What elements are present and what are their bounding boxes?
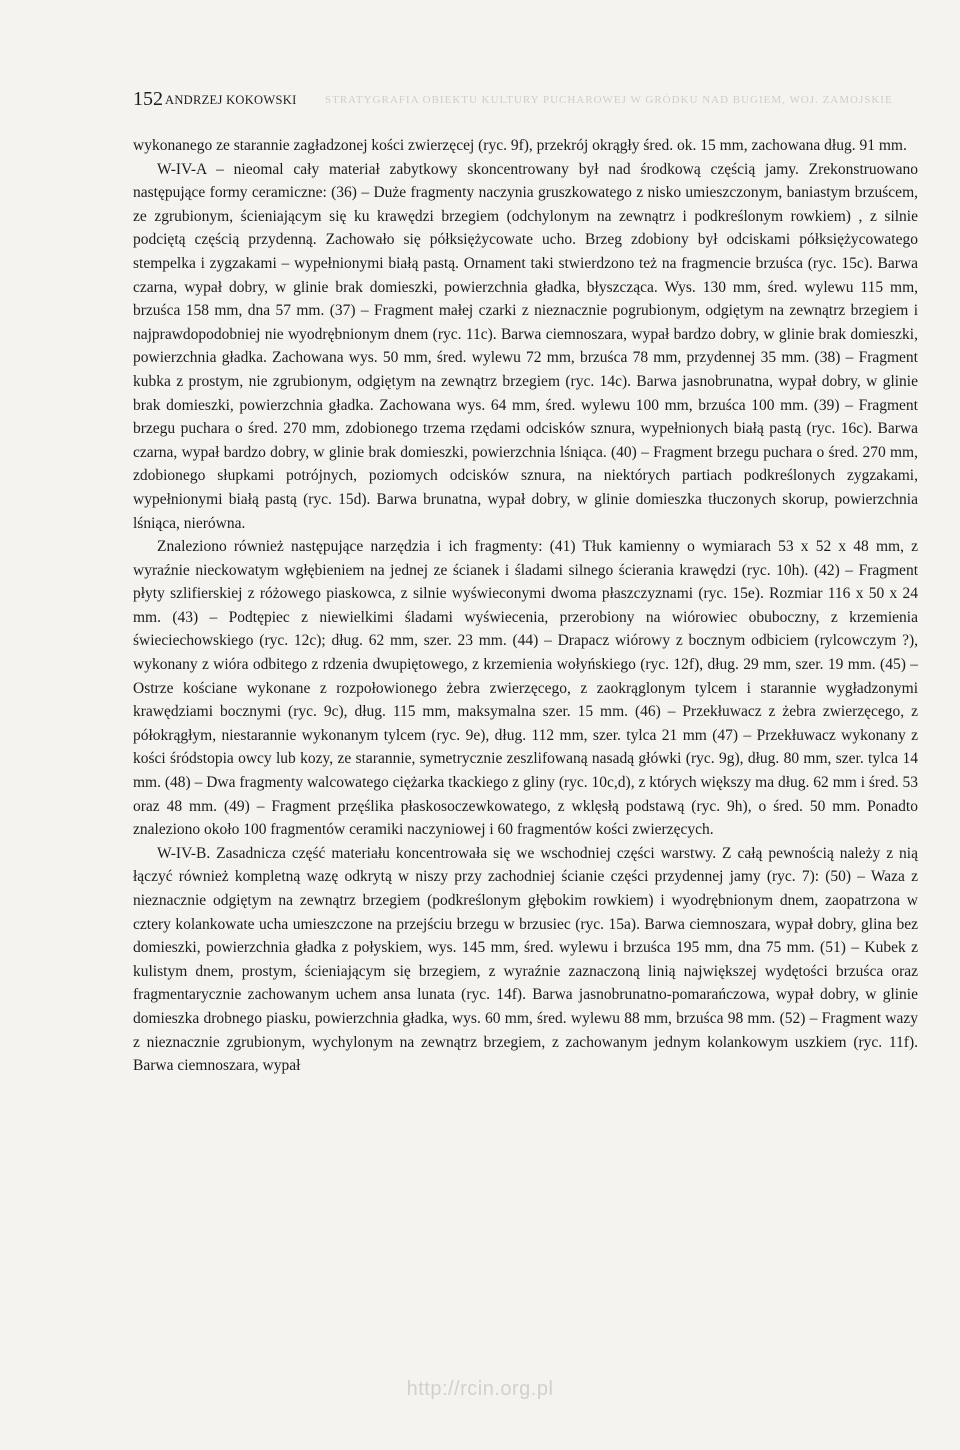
bleed-through-text: STRATYGRAFIA OBIEKTU KULTURY PUCHAROWEJ W GRÓDKU NAD BUGIEM, WOJ. ZAMOJSKIE (325, 94, 893, 106)
paragraph-w-iv-b: W-IV-B. Zasadnicza część materiału koncentrowała się we wschodniej części warstwy. Z całą pewnością należy z nią łączyć również kompletną wazę odkrytą w niszy przy zachodniej ścianie części przydennej jamy (ryc. 7): (50) – Waza z nieznacznie odgiętym na zewnątrz brzegiem (podkreślonym głębokim rowkiem) i wyodrębnionym dnem, zaopatrzona w cztery kolankowate ucha umieszczone na przejściu brzegu w brzusiec (ryc. 15a). Barwa ciemnoszara, wypał dobry, glina bez domieszki, powierzchnia gładka z połyskiem, wys. 145 mm, śred. wylewu i brzuśca 195 mm, dna 75 mm. (51) – Kubek z kulistym dnem, prostym, ścieniającym się brzegiem, z wyraźnie zaznaczoną linią największej wydętości brzuśca oraz fragmentarycznie zachowanym uchem ansa lunata (ryc. 14f). Barwa jasnobrunatno-pomarańczowa, wypał dobry, w glinie domieszka drobnego piasku, powierzchnia gładka, wys. 60 mm, śred. wylewu 88 mm, brzuśca 98 mm. (52) – Fragment wazy z nieznacznie zgrubionym, wychylonym na zewnątrz brzegiem, z zachowanym jednym kolankowym uszkiem (ryc. 11f). Barwa ciemnoszara, wypał (133, 844, 918, 1075)
footer-watermark: http://rcin.org.pl (406, 1378, 554, 1400)
body-text (133, 134, 918, 1078)
paragraph-w-iv-a: W-IV-A – nieomal cały materiał zabytkowy skoncentrowany był nad środkową częścią jamy. Zrekonstruowano następujące formy ceramiczne: (36) – Duże fragmenty naczynia gruszkowatego z nisko umieszczonym, baniastym brzuścem, ze zgrubionym, ścieniającym się ku krawędzi brzegiem (odchylonym na zewnątrz i podkreślonym rowkiem) , z silnie podciętą częścią przydenną. Zachowało się półksiężycowate ucho. Brzeg zdobiony był odciskami półksiężycowatego stempelka i zygzakami – wypełnionymi białą pastą. Ornament taki stwierdzono też na fragmencie brzuśca (ryc. 15c). Barwa czarna, wypał dobry, w glinie brak domieszki, powierzchnia gładka, błyszcząca. Wys. 130 mm, śred. wylewu 115 mm, brzuśca 158 mm, dna 57 mm. (37) – Fragment małej czarki z nieznacznie pogrubionym, odgiętym na zewnątrz brzegiem i najprawdopodobniej nie wyodrębnionym dnem (ryc. 11c). Barwa ciemnoszara, wypał bardzo dobry, w glinie brak domieszki, powierzchnia gładka. Zachowana wys. 50 mm, śred. wylewu 72 mm, brzuśca 78 mm, przydennej 35 mm. (38) – Fragment kubka z prostym, nie zgrubionym, odgiętym na zewnątrz brzegiem (ryc. 14c). Barwa jasnobrunatna, wypał dobry, w glinie brak domieszki, powierzchnia gładka. Zachowana wys. 64 mm, śred. wylewu 100 mm, brzuśca 100 mm. (39) – Fragment brzegu puchara o śred. 270 mm, zdobionego trzema rzędami odcisków sznura, wypełnionych białą pastą (ryc. 16c). Barwa czarna, wypał bardzo dobry, w glinie brak domieszki, powierzchnia lśniąca. (40) – Fragment brzegu puchara o śred. 270 mm, zdobionego słupkami potrójnych, poziomych odcisków sznura, na niektórych partiach podkreślonych zygzakami, wypełnionymi białą pastą (ryc. 15d). Barwa brunatna, wypał dobry, w glinie domieszka tłuczonych skorup, powierzchnia lśniąca, nierówna. (133, 160, 918, 532)
paragraph-tools: Znaleziono również następujące narzędzia i ich fragmenty: (41) Tłuk kamienny o wymiarach 53 x 52 x 48 mm, z wyraźnie nieckowatym wgłębieniem na jednej ze ścianek i śladami silnego ścierania krawędzi (ryc. 10h). (42) – Fragment płyty szlifierskiej z różowego piaskowca, z silnie wyświeconymi dwoma płaszczyznami (ryc. 15e). Rozmiar 116 x 50 x 24 mm. (43) – Podtępiec z niewielkimi śladami wyświecenia, przerobiony na wiórowiec obuboczny, z krzemienia świeciechowskiego (ryc. 12c); dług. 62 mm, szer. 23 mm. (44) – Drapacz wiórowy z bocznym odbiciem (rylcowczym ?), wykonany z wióra odbitego z rdzenia dwupiętowego, z krzemienia wołyńskiego (ryc. 12f), dług. 29 mm, szer. 19 mm. (45) – Ostrze kościane wykonane z rozpołowionego żebra zwierzęcego, z zaokrąglonym tylcem i starannie wygładzonymi krawędziami bocznymi (ryc. 9c), dług. 115 mm, maksymalna szer. 15 mm. (46) – Przekłuwacz z żebra zwierzęcego, z półokrągłym, niestarannie wykonanym tylcem (ryc. 9e), dług. 112 mm, szer. tylca 21 mm (47) – Przekłuwacz wykonany z kości śródstopia owcy lub kozy, ze starannie, symetrycznie zeszlifowaną nasadą główki (ryc. 9g), dług. 80 mm, szer. tylca 14 mm. (48) – Dwa fragmenty walcowatego ciężarka tkackiego z gliny (ryc. 10c,d), z których większy ma dług. 62 mm i śred. 53 oraz 48 mm. (49) – Fragment przęślika płaskosoczewkowatego, z wklęsłą podstawą (ryc. 9h), o śred. 50 mm. Ponadto znaleziono około 100 fragmentów ceramiki naczyniowej i 60 fragmentów kości zwierzęcych. (133, 538, 918, 839)
paragraph-continuation: wykonanego ze starannie zagładzonej kości zwierzęcej (ryc. 9f), przekrój okrągły śred. ok. 15 mm, zachowana dług. 91 mm. (133, 137, 907, 154)
page-number: 152 (133, 88, 163, 110)
running-head-author: ANDRZEJ KOKOWSKI (165, 93, 297, 107)
page-header (133, 88, 923, 116)
